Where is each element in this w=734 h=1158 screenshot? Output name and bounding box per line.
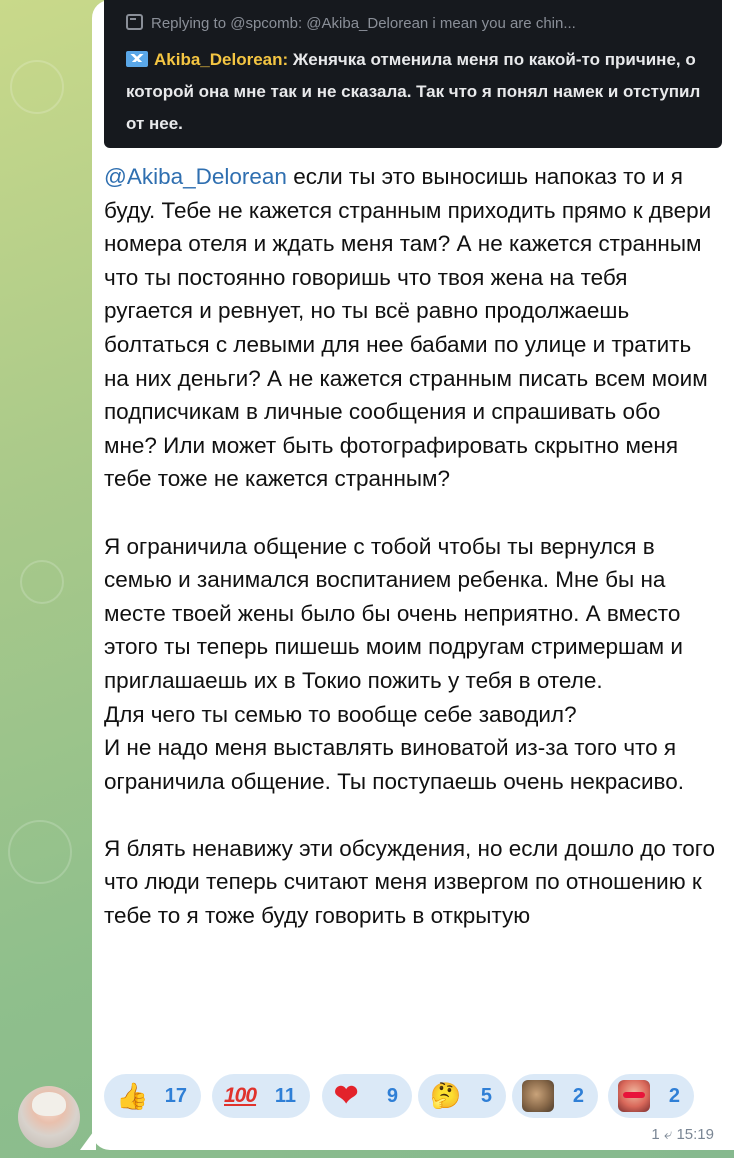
reaction-thinking[interactable] xyxy=(418,1074,506,1118)
reaction-cat-sticker[interactable] xyxy=(512,1074,598,1118)
reaction-count: 2 xyxy=(572,1085,584,1107)
reaction-count: 17 xyxy=(164,1085,187,1107)
message-meta xyxy=(651,1126,714,1143)
thumbs-up-icon: 👍 xyxy=(116,1081,149,1111)
reactions-bar xyxy=(104,1074,714,1118)
cat-sticker-icon xyxy=(522,1080,554,1112)
message-paragraph: Для чего ты семью то вообще себе заводил? xyxy=(104,701,577,727)
message-paragraph: И не надо меня выставлять виноватой из-за того что я ограничила общение. Ты поступаешь очень некрасиво. xyxy=(104,735,685,794)
message-time: 15:19 xyxy=(676,1126,714,1143)
reaction-thumbs-up[interactable] xyxy=(104,1074,201,1118)
reaction-face-sticker[interactable] xyxy=(608,1074,694,1118)
reply-text: Женячка отменила меня по какой-то причине, о которой она мне так и не сказала. Так что я понял намек и отступил от нее. xyxy=(126,50,701,133)
reply-body xyxy=(126,44,716,140)
reaction-count: 2 xyxy=(668,1085,680,1107)
reply-icon xyxy=(126,14,143,30)
message-paragraph-text: если ты это выносишь напоказ то и я буду. Тебе не кажется странным приходить прямо к двери номера отеля и ждать меня там? А не кажется странным что ты постоянно говоришь что твоя жена на тебя ругается и ревнует, но ты всё равно продолжаешь болтаться с левыми для нее бабами по улице и тратить на них деньги? А не кажется странным писать всем моим подписчикам в личные сообщения и спрашивать обо мне? Или может быть фотографировать скрытно меня тебе тоже не кажется странным? xyxy=(104,164,712,492)
message-paragraph: Я блять ненавижу эти обсуждения, но если дошло до того что люди теперь считают меня извергом по отношению к тебе то я тоже буду говорить в открытую xyxy=(104,835,715,929)
reaction-count: 9 xyxy=(386,1085,398,1107)
background-doodle xyxy=(20,560,64,604)
reply-arrow-icon: ⤶ xyxy=(663,1126,673,1143)
hundred-points-icon: 100 xyxy=(224,1084,257,1107)
crown-icon xyxy=(126,51,148,67)
reply-author: Akiba_Delorean: xyxy=(154,50,289,69)
reaction-count: 11 xyxy=(274,1085,296,1107)
heart-icon: ❤ xyxy=(334,1080,359,1112)
spacer xyxy=(104,798,716,832)
message-text xyxy=(104,160,716,933)
avatar[interactable] xyxy=(18,1086,80,1148)
reaction-count: 5 xyxy=(480,1085,492,1107)
message-bubble[interactable] xyxy=(92,0,734,1150)
reply-header-text: Replying to @spcomb: @Akiba_Delorean i mean you are chin... xyxy=(151,15,576,32)
reply-header xyxy=(126,14,716,32)
reaction-hundred[interactable] xyxy=(212,1074,310,1118)
face-sticker-icon xyxy=(618,1080,650,1112)
reaction-heart[interactable] xyxy=(322,1074,412,1118)
thinking-face-icon: 🤔 xyxy=(430,1082,462,1110)
reply-preview[interactable] xyxy=(104,0,722,148)
message-paragraph: Я ограничила общение с тобой чтобы ты вернулся в семью и занимался воспитанием ребенка. Мне бы на месте твоей жены было бы очень неприятно. А вместо этого ты теперь пишешь моим подругам стримершам и приглашаешь их в Токио пожить у тебя в отеле. xyxy=(104,533,683,693)
message-paragraph xyxy=(104,160,716,496)
reply-count[interactable]: 1 xyxy=(651,1126,660,1143)
mention-link[interactable]: @Akiba_Delorean xyxy=(104,164,287,189)
background-doodle xyxy=(10,60,64,114)
background-doodle xyxy=(8,820,72,884)
spacer xyxy=(104,496,716,530)
